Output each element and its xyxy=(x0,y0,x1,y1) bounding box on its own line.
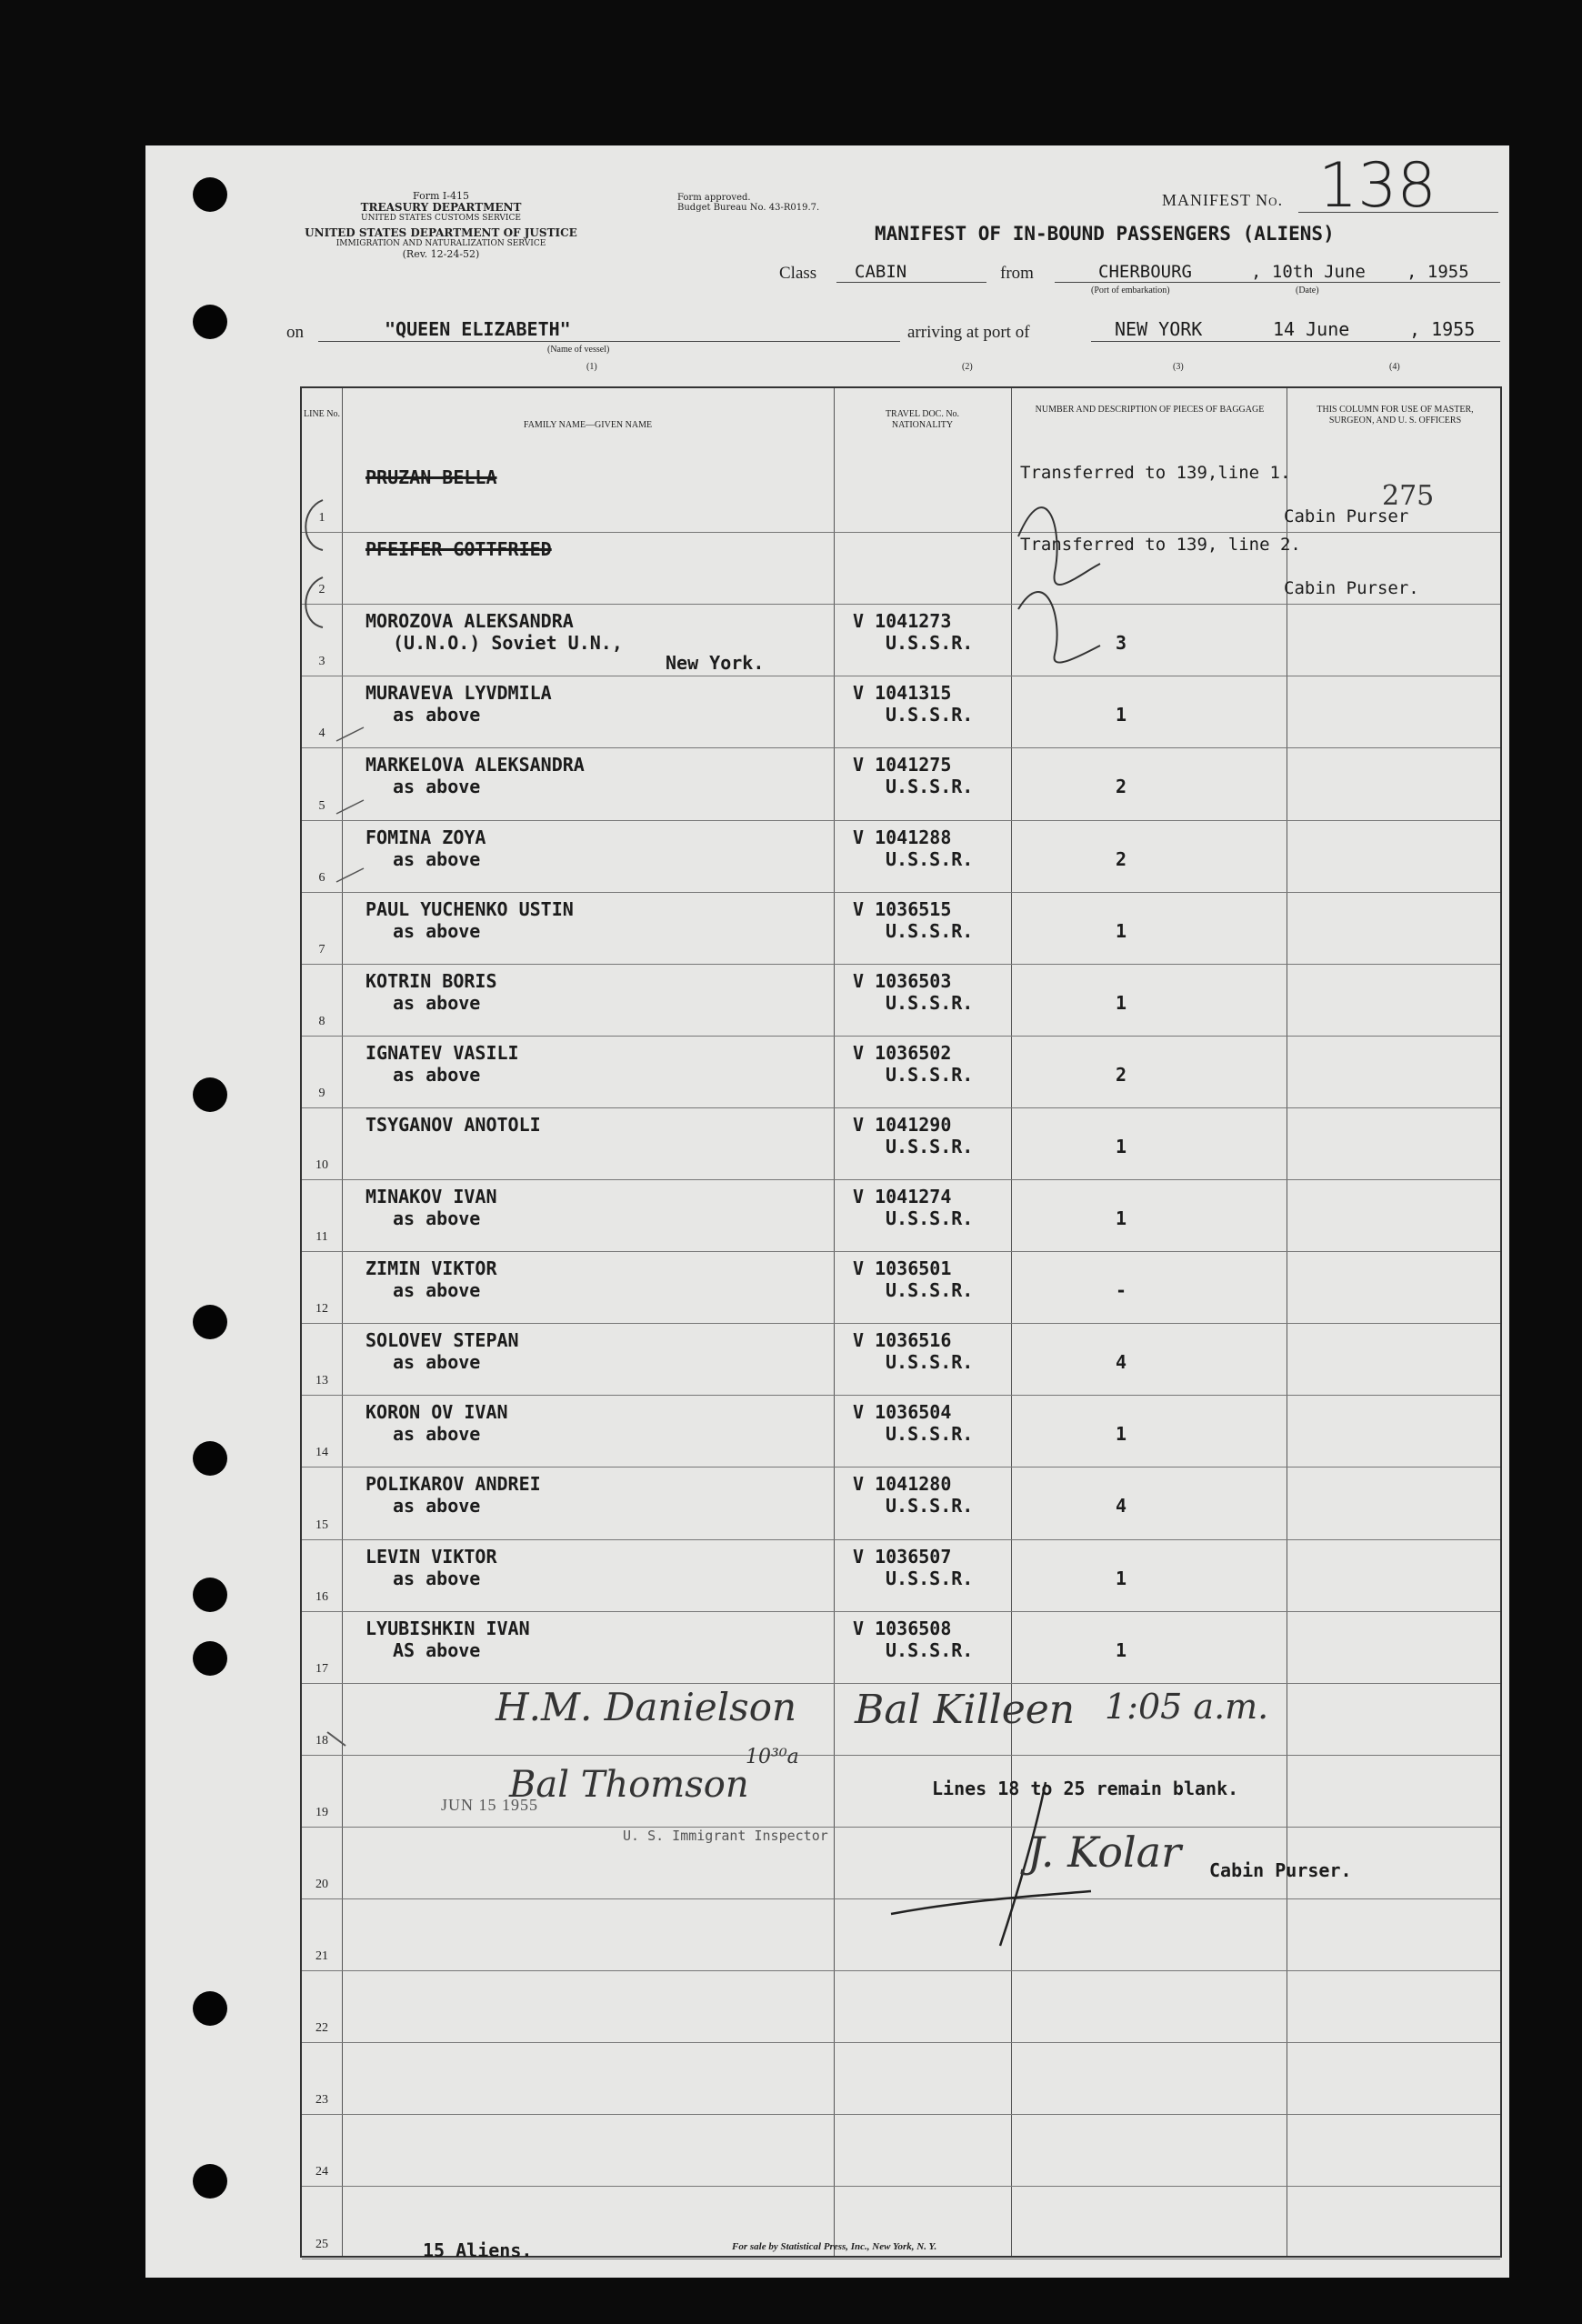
on-label: on xyxy=(286,323,304,342)
alien-total: 15 Aliens. xyxy=(423,2239,533,2261)
embark-year: , 1955 xyxy=(1407,262,1469,282)
check-mark xyxy=(336,727,364,741)
travel-doc-no: V 1041273 xyxy=(853,610,952,633)
class-value: CABIN xyxy=(855,262,907,282)
line-number: 25 xyxy=(315,2237,328,2251)
passenger-name-line2: as above xyxy=(393,1423,481,1446)
travel-doc-no: V 1036504 xyxy=(853,1401,952,1424)
from-label: from xyxy=(1000,264,1034,283)
passenger-name-line2: as above xyxy=(393,1279,481,1302)
baggage-count: 2 xyxy=(1116,1063,1127,1086)
baggage-count: 1 xyxy=(1116,1423,1127,1446)
customs-service: UNITED STATES CUSTOMS SERVICE xyxy=(361,214,521,223)
passenger-name: PFEIFER GOTTFRIED xyxy=(365,538,552,561)
header-line-no: LINE No. xyxy=(304,409,340,419)
nationality: U.S.S.R. xyxy=(886,991,974,1014)
line-number: 24 xyxy=(315,2165,328,2179)
transfer-note: Transferred to 139, line 2. xyxy=(1020,535,1301,556)
passenger-name-line2: as above xyxy=(393,991,481,1014)
line-number: 4 xyxy=(318,726,325,741)
passenger-name: POLIKAROV ANDREI xyxy=(365,1473,541,1496)
col4-caption: (4) xyxy=(1389,362,1400,372)
bal-signature: Bal Killeen xyxy=(855,1687,1076,1733)
arrival-date: 14 June xyxy=(1273,318,1350,340)
passenger-name-line2: as above xyxy=(393,1207,481,1229)
passenger-name: LYUBISHKIN IVAN xyxy=(365,1617,530,1639)
nationality: U.S.S.R. xyxy=(886,1567,974,1589)
passenger-name-line2: as above xyxy=(393,847,481,870)
check-mark xyxy=(336,800,364,814)
circle-mark xyxy=(305,500,323,550)
manifest-title: MANIFEST OF IN-BOUND PASSENGERS (ALIENS) xyxy=(875,223,1335,245)
passenger-name-line2: (U.N.O.) Soviet U.N., xyxy=(393,632,623,655)
passenger-name: PAUL YUCHENKO USTIN xyxy=(365,897,574,920)
justice-dept: UNITED STATES DEPARTMENT OF JUSTICE xyxy=(305,226,577,239)
ins-name: IMMIGRATION AND NATURALIZATION SERVICE xyxy=(335,239,546,248)
circle-mark xyxy=(327,1732,345,1746)
nationality: U.S.S.R. xyxy=(886,1423,974,1446)
passenger-name: MURAVEVA LYVDMILA xyxy=(365,682,552,705)
passenger-name: LEVIN VIKTOR xyxy=(365,1545,497,1568)
baggage-count: 4 xyxy=(1116,1495,1127,1518)
line-number: 11 xyxy=(315,1230,328,1245)
time-note: 1:05 a.m. xyxy=(1105,1687,1269,1727)
baggage-count: 1 xyxy=(1116,1135,1127,1157)
embark-date: , 10th June xyxy=(1251,262,1366,282)
passenger-name-line2: as above xyxy=(393,1063,481,1086)
baggage-count: 1 xyxy=(1116,704,1127,726)
line-number: 14 xyxy=(315,1446,328,1460)
vessel-name: "QUEEN ELIZABETH" xyxy=(385,318,571,340)
cabin-purser-note: Cabin Purser xyxy=(1284,506,1409,526)
col3-caption: (3) xyxy=(1173,362,1184,372)
nationality: U.S.S.R. xyxy=(886,1638,974,1661)
form-approved: Form approved. xyxy=(677,193,751,203)
baggage-count: 1 xyxy=(1116,1207,1127,1229)
class-label: Class xyxy=(779,264,817,283)
baggage-count: 4 xyxy=(1116,1351,1127,1374)
line-number: 5 xyxy=(318,798,325,813)
line-number: 20 xyxy=(315,1878,328,1891)
travel-doc-no: V 1036501 xyxy=(853,1257,952,1280)
passenger-name-line2: as above xyxy=(393,1351,481,1374)
nationality: U.S.S.R. xyxy=(886,1351,974,1374)
passenger-name: KORON OV IVAN xyxy=(365,1401,508,1424)
manifest-no-value: 138 xyxy=(1318,150,1437,222)
passenger-name: IGNATEV VASILI xyxy=(365,1041,519,1064)
travel-doc-no: V 1041315 xyxy=(853,682,952,705)
nationality: U.S.S.R. xyxy=(886,704,974,726)
header-name: FAMILY NAME—GIVEN NAME xyxy=(523,420,653,430)
passenger-name-line2: as above xyxy=(393,919,481,942)
transfer-note: Transferred to 139,line 1. xyxy=(1020,463,1291,483)
date-caption: (Date) xyxy=(1296,285,1319,296)
baggage-count: 1 xyxy=(1116,991,1127,1014)
line-number: 16 xyxy=(315,1589,328,1604)
arrival-year: , 1955 xyxy=(1409,318,1476,340)
passenger-name-line2: as above xyxy=(393,1567,481,1589)
travel-doc-no: V 1041290 xyxy=(853,1113,952,1136)
line-number: 10 xyxy=(315,1158,328,1172)
line-number: 15 xyxy=(315,1518,328,1532)
budget-bureau: Budget Bureau No. 43-R019.7. xyxy=(677,203,820,213)
passenger-name: MINAKOV IVAN xyxy=(365,1186,497,1207)
passenger-name-line3: New York. xyxy=(666,652,765,675)
col2-caption: (2) xyxy=(962,362,973,372)
handwriting-overlay xyxy=(145,145,1509,2278)
line-number: 6 xyxy=(318,870,325,885)
line-number: 19 xyxy=(315,1805,328,1819)
baggage-count: 2 xyxy=(1116,776,1127,798)
travel-doc-no: V 1036503 xyxy=(853,969,952,992)
line-number: 9 xyxy=(318,1086,325,1100)
nationality: U.S.S.R. xyxy=(886,847,974,870)
line-number: 12 xyxy=(315,1302,328,1317)
arriving-label: arriving at port of xyxy=(907,323,1030,342)
nationality: U.S.S.R. xyxy=(886,1495,974,1518)
circle-mark xyxy=(305,577,323,627)
bag-count-275: 275 xyxy=(1382,480,1435,512)
nationality: U.S.S.R. xyxy=(886,776,974,798)
line-number: 17 xyxy=(315,1661,328,1676)
arrival-port: NEW YORK xyxy=(1115,318,1203,340)
baggage-count: 2 xyxy=(1116,847,1127,870)
line-number: 7 xyxy=(318,942,325,957)
nationality: U.S.S.R. xyxy=(886,1135,974,1157)
travel-doc-no: V 1041275 xyxy=(853,754,952,776)
header-officers: THIS COLUMN FOR USE OF MASTER, SURGEON, AND U. S. OFFICERS xyxy=(1317,405,1474,426)
manifest-page xyxy=(145,145,1509,2278)
check-mark xyxy=(336,868,364,882)
passenger-name: PRUZAN BELLA xyxy=(365,466,497,488)
passenger-name: KOTRIN BORIS xyxy=(365,969,497,992)
passenger-name: MARKELOVA ALEKSANDRA xyxy=(365,754,585,776)
stamp-date: JUN 15 1955 xyxy=(441,1796,539,1814)
travel-doc-no: V 1036508 xyxy=(853,1617,952,1639)
line-number: 3 xyxy=(318,655,325,669)
blank-lines-note: Lines 18 to 25 remain blank. xyxy=(932,1778,1239,1799)
line-number: 18 xyxy=(315,1733,328,1748)
bal-thomson-signature: Bal Thomson xyxy=(509,1764,749,1806)
travel-doc-no: V 1036507 xyxy=(853,1545,952,1568)
baggage-count: - xyxy=(1116,1279,1127,1302)
inspector-signature: H.M. Danielson xyxy=(496,1685,797,1729)
cabin-purser-note: Cabin Purser. xyxy=(1284,578,1419,599)
nationality: U.S.S.R. xyxy=(886,1063,974,1086)
purser-squiggle xyxy=(1018,592,1100,663)
rev-date: (Rev. 12-24-52) xyxy=(402,248,480,260)
vessel-caption: (Name of vessel) xyxy=(547,345,610,355)
travel-doc-no: V 1036516 xyxy=(853,1329,952,1352)
port-embark-caption: (Port of embarkation) xyxy=(1091,285,1170,296)
passenger-name: ZIMIN VIKTOR xyxy=(365,1257,497,1280)
from-value: CHERBOURG xyxy=(1098,262,1192,282)
nationality: U.S.S.R. xyxy=(886,1279,974,1302)
inspector-caption: U. S. Immigrant Inspector xyxy=(623,1828,828,1844)
nationality: U.S.S.R. xyxy=(886,632,974,655)
purser-squiggle xyxy=(1018,507,1100,585)
form-number: Form I-415 xyxy=(413,190,469,202)
passenger-name: SOLOVEV STEPAN xyxy=(365,1329,519,1352)
passenger-name-line2: as above xyxy=(393,1495,481,1518)
travel-doc-no: V 1036515 xyxy=(853,897,952,920)
passenger-name: MOROZOVA ALEKSANDRA xyxy=(365,610,574,633)
passenger-name-line2: as above xyxy=(393,704,481,726)
baggage-count: 1 xyxy=(1116,919,1127,942)
nationality: U.S.S.R. xyxy=(886,919,974,942)
baggage-count: 3 xyxy=(1116,632,1127,655)
treasury-dept: TREASURY DEPARTMENT xyxy=(360,201,522,214)
travel-doc-no: V 1041274 xyxy=(853,1186,952,1207)
travel-doc-no: V 1041288 xyxy=(853,826,952,848)
travel-doc-no: V 1041280 xyxy=(853,1473,952,1496)
purser-signature: J. Kolar xyxy=(1027,1828,1182,1877)
col1-caption: (1) xyxy=(586,362,597,372)
line-number: 21 xyxy=(315,1949,328,1964)
nationality: U.S.S.R. xyxy=(886,1207,974,1229)
line-number: 13 xyxy=(315,1374,328,1388)
baggage-count: 1 xyxy=(1116,1638,1127,1661)
header-travel-doc: TRAVEL DOC. No. NATIONALITY xyxy=(885,409,960,430)
small-time-note: 10³⁰a xyxy=(746,1746,799,1768)
manifest-no-label: MANIFEST No. xyxy=(1162,191,1284,209)
header-baggage: NUMBER AND DESCRIPTION OF PIECES OF BAGGAGE xyxy=(1035,405,1265,415)
baggage-count: 1 xyxy=(1116,1567,1127,1589)
line-number: 1 xyxy=(318,511,325,526)
printer-footer: For sale by Statistical Press, Inc., New York, N. Y. xyxy=(732,2241,937,2252)
line-number: 8 xyxy=(318,1014,325,1028)
passenger-name: FOMINA ZOYA xyxy=(365,826,486,848)
travel-doc-no: V 1036502 xyxy=(853,1041,952,1064)
purser-label: Cabin Purser. xyxy=(1209,1859,1352,1881)
passenger-name-line2: AS above xyxy=(393,1638,481,1661)
line-number: 2 xyxy=(318,583,325,597)
line-number: 23 xyxy=(315,2093,328,2108)
line-number: 22 xyxy=(315,2021,328,2036)
passenger-name-line2: as above xyxy=(393,776,481,798)
passenger-name: TSYGANOV ANOTOLI xyxy=(365,1113,541,1136)
